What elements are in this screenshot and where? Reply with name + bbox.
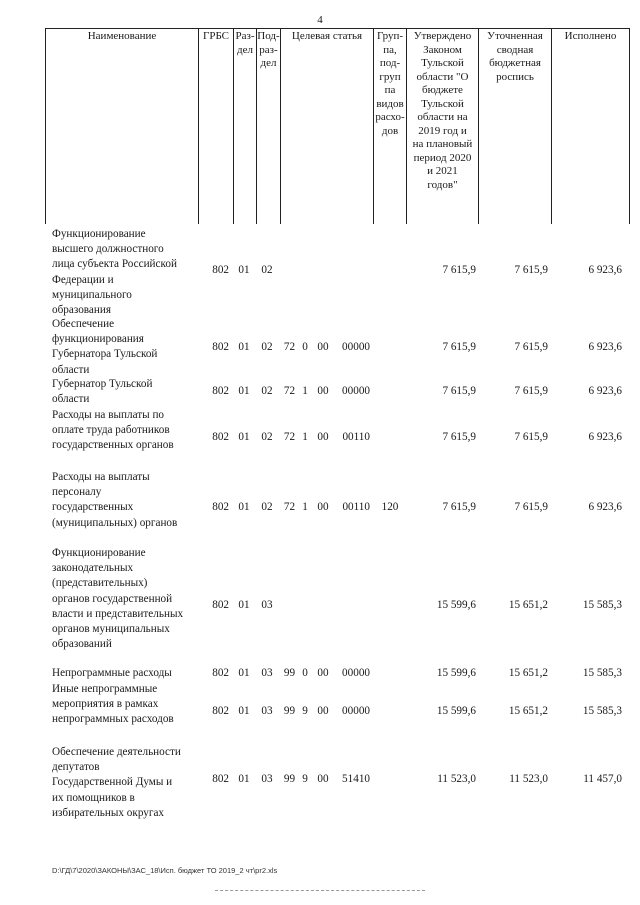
cell-vr: 120 <box>381 501 399 513</box>
row-name: Расходы на выплаты по оплате труда работников государственных органов <box>52 409 174 452</box>
cell-refined: 7 615,9 <box>514 264 548 276</box>
cell-refined: 7 615,9 <box>514 385 548 397</box>
cell-pr: 03 <box>261 705 273 717</box>
cell-cs3: 00 <box>317 431 329 443</box>
cell-cs2: 1 <box>302 501 308 513</box>
cell-cs1: 99 <box>283 773 296 785</box>
cell-refined: 15 651,2 <box>508 667 548 679</box>
cell-executed: 6 923,6 <box>588 341 622 353</box>
cell-approved: 15 599,6 <box>436 705 476 717</box>
cell-executed: 6 923,6 <box>588 501 622 513</box>
cell-refined: 11 523,0 <box>509 773 548 785</box>
cell-rz: 01 <box>238 773 250 785</box>
cell-cs4: 51410 <box>342 773 370 785</box>
cell-executed: 6 923,6 <box>588 264 622 276</box>
header-razdel: Раз- дел <box>235 30 255 56</box>
cell-refined: 15 651,2 <box>508 599 548 611</box>
row-name: Непрограммные расходы <box>52 667 172 679</box>
header-divider <box>629 28 630 224</box>
cell-cs1: 72 <box>283 385 296 397</box>
cell-approved: 11 523,0 <box>437 773 476 785</box>
cell-pr: 03 <box>261 599 273 611</box>
cell-approved: 15 599,6 <box>436 667 476 679</box>
cell-rz: 01 <box>238 385 250 397</box>
cell-cs1: 72 <box>283 431 296 443</box>
header-group: Груп- па, под- груп па видов расхо- дов <box>375 30 405 137</box>
cell-rz: 01 <box>238 264 250 276</box>
cell-cs3: 00 <box>317 385 329 397</box>
cell-pr: 03 <box>261 667 273 679</box>
cell-approved: 7 615,9 <box>442 264 476 276</box>
cell-refined: 7 615,9 <box>514 341 548 353</box>
row-name: Расходы на выплаты персоналу государственных (муниципальных) органов <box>52 471 178 529</box>
header-divider <box>551 28 552 224</box>
cell-cs3: 00 <box>317 341 329 353</box>
header-divider <box>280 28 281 224</box>
header-divider <box>45 28 46 224</box>
header-divider <box>198 28 199 224</box>
cell-rz: 01 <box>238 705 250 717</box>
cell-cs4: 00000 <box>342 341 370 353</box>
page-number: 4 <box>317 14 323 26</box>
cell-rz: 01 <box>238 431 250 443</box>
cell-refined: 15 651,2 <box>508 705 548 717</box>
cell-cs3: 00 <box>317 705 329 717</box>
header-name: Наименование <box>87 30 157 42</box>
cell-executed: 15 585,3 <box>582 667 622 679</box>
cell-cs4: 00000 <box>342 705 370 717</box>
cell-grbs: 802 <box>212 705 229 717</box>
cell-cs3: 00 <box>317 501 329 513</box>
header-divider <box>233 28 234 224</box>
row-name: Губернатор Тульской области <box>52 378 153 406</box>
header-target: Целевая статья <box>291 30 363 42</box>
cell-pr: 02 <box>261 264 273 276</box>
cell-grbs: 802 <box>212 385 229 397</box>
cell-grbs: 802 <box>212 667 229 679</box>
cell-executed: 6 923,6 <box>588 431 622 443</box>
cell-cs2: 1 <box>302 431 308 443</box>
cell-cs3: 00 <box>317 773 329 785</box>
cell-approved: 7 615,9 <box>442 431 476 443</box>
cell-cs1: 99 <box>283 667 296 679</box>
cell-grbs: 802 <box>212 599 229 611</box>
cell-grbs: 802 <box>212 773 229 785</box>
cell-refined: 7 615,9 <box>514 431 548 443</box>
scan-artifact-line <box>215 890 425 891</box>
cell-approved: 7 615,9 <box>442 341 476 353</box>
cell-cs4: 00000 <box>342 385 370 397</box>
cell-executed: 15 585,3 <box>582 599 622 611</box>
cell-executed: 11 457,0 <box>583 773 622 785</box>
cell-rz: 01 <box>238 667 250 679</box>
header-executed: Исполнено <box>564 30 617 42</box>
header-podrazdel: Под- раз- дел <box>257 30 280 69</box>
cell-cs4: 00110 <box>342 431 370 443</box>
cell-pr: 02 <box>261 341 273 353</box>
cell-approved: 7 615,9 <box>442 501 476 513</box>
footer-path: D:\ГД\7\2020\ЗАКОНЫ\ЗАС_18\Исп. бюджет ТО 2019_2 чт\pr2.xls <box>52 866 278 875</box>
header-approved: Утверждено Законом Тульской области "О бюджете Тульской области на 2019 год и на плановый период 2020 и 2021 годов" <box>412 30 473 191</box>
cell-pr: 02 <box>261 431 273 443</box>
row-name: Функционирование законодательных (представительных) органов государственной власти и представительных органов муниципальных образований <box>52 547 184 651</box>
cell-pr: 02 <box>261 385 273 397</box>
cell-cs1: 72 <box>283 501 296 513</box>
row-name: Обеспечение деятельности депутатов Государственной Думы и их помощников в избирательных округах <box>52 746 181 819</box>
cell-executed: 15 585,3 <box>582 705 622 717</box>
cell-grbs: 802 <box>212 264 229 276</box>
header-refined: Уточненная сводная бюджетная роспись <box>487 30 543 83</box>
cell-grbs: 802 <box>212 341 229 353</box>
cell-cs2: 0 <box>302 667 308 679</box>
row-name: Обеспечение функционирования Губернатора Тульской области <box>52 318 158 376</box>
cell-cs4: 00110 <box>342 501 370 513</box>
row-name: Иные непрограммные мероприятия в рамках непрограммных расходов <box>52 683 174 726</box>
cell-rz: 01 <box>238 501 250 513</box>
cell-approved: 7 615,9 <box>442 385 476 397</box>
cell-grbs: 802 <box>212 501 229 513</box>
cell-cs3: 00 <box>317 667 329 679</box>
cell-refined: 7 615,9 <box>514 501 548 513</box>
cell-executed: 6 923,6 <box>588 385 622 397</box>
cell-cs2: 0 <box>302 341 308 353</box>
row-name: Функционирование высшего должностного лица субъекта Российской Федерации и муниципального образования <box>52 228 177 317</box>
cell-cs2: 9 <box>302 705 308 717</box>
header-grbs: ГРБС <box>202 30 230 42</box>
cell-approved: 15 599,6 <box>436 599 476 611</box>
cell-cs1: 72 <box>283 341 296 353</box>
cell-pr: 02 <box>261 501 273 513</box>
cell-cs2: 9 <box>302 773 308 785</box>
cell-pr: 03 <box>261 773 273 785</box>
cell-cs1: 99 <box>283 705 296 717</box>
cell-cs4: 00000 <box>342 667 370 679</box>
cell-cs2: 1 <box>302 385 308 397</box>
cell-rz: 01 <box>238 341 250 353</box>
cell-rz: 01 <box>238 599 250 611</box>
cell-grbs: 802 <box>212 431 229 443</box>
